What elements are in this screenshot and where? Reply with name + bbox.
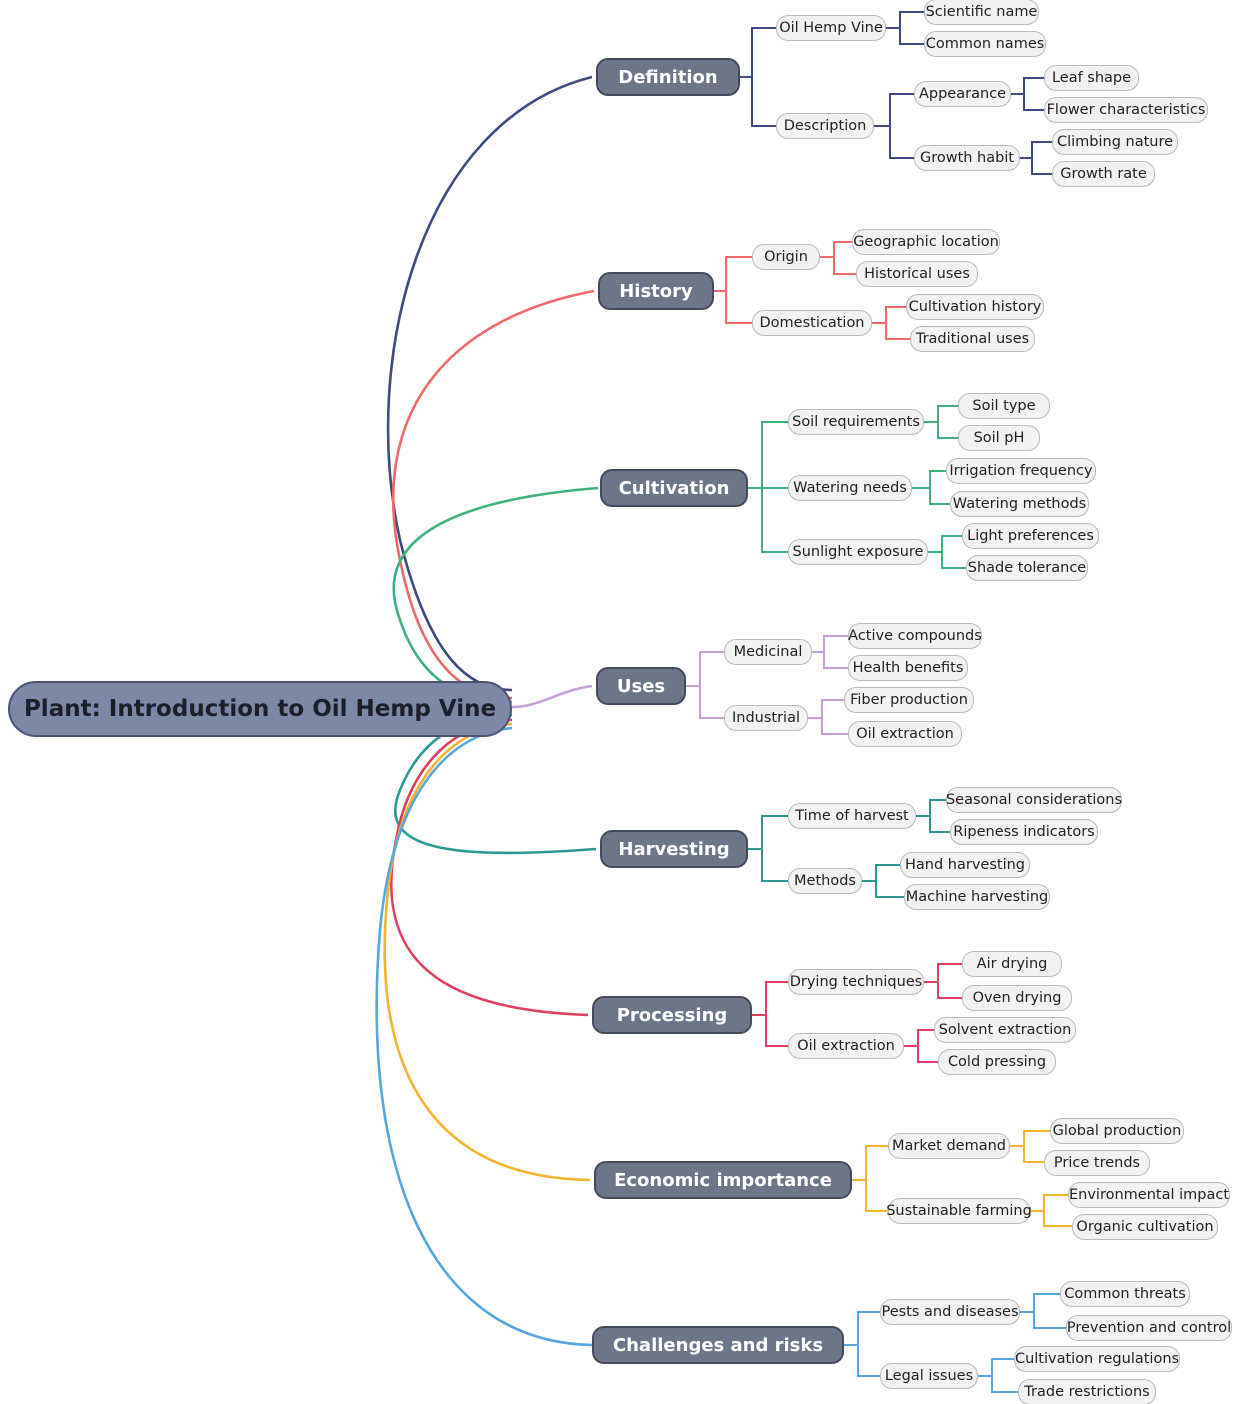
leaf-node-flower-characteristics[interactable]: Flower characteristics <box>1044 97 1208 123</box>
leaf-node-soil-ph[interactable]: Soil pH <box>958 425 1040 451</box>
leaf-node-environmental-impact[interactable]: Environmental impact <box>1068 1182 1230 1208</box>
sub-node-market-demand[interactable]: Market demand <box>888 1133 1010 1159</box>
branch-node-definition[interactable]: Definition <box>596 58 740 96</box>
sub-node-industrial[interactable]: Industrial <box>724 705 808 731</box>
leaf-node-cultivation-regulations[interactable]: Cultivation regulations <box>1014 1346 1180 1372</box>
leaf-node-irrigation-frequency[interactable]: Irrigation frequency <box>946 458 1096 484</box>
sub-node-watering-needs[interactable]: Watering needs <box>788 475 912 501</box>
leaf-node-active-compounds[interactable]: Active compounds <box>848 623 982 649</box>
leaf-node-organic-cultivation[interactable]: Organic cultivation <box>1072 1214 1218 1240</box>
leaf-node-climbing-nature[interactable]: Climbing nature <box>1052 129 1178 155</box>
sub-node-legal-issues[interactable]: Legal issues <box>880 1363 978 1389</box>
branch-node-uses[interactable]: Uses <box>596 667 686 705</box>
leaf-node-prevention-and-control[interactable]: Prevention and control <box>1066 1315 1232 1341</box>
branch-node-harvesting[interactable]: Harvesting <box>600 830 748 868</box>
sub-node-methods[interactable]: Methods <box>788 868 862 894</box>
branch-node-challenges-and-risks[interactable]: Challenges and risks <box>592 1326 844 1364</box>
leaf-node-hand-harvesting[interactable]: Hand harvesting <box>900 852 1030 878</box>
sub-node-drying-techniques[interactable]: Drying techniques <box>788 969 924 995</box>
leaf-node-historical-uses[interactable]: Historical uses <box>856 261 978 287</box>
leaf-node-air-drying[interactable]: Air drying <box>962 951 1062 977</box>
sub-node-origin[interactable]: Origin <box>752 244 820 270</box>
leaf-node-cold-pressing[interactable]: Cold pressing <box>938 1049 1056 1075</box>
leaf-node-leaf-shape[interactable]: Leaf shape <box>1044 65 1139 91</box>
sub-node-growth-habit[interactable]: Growth habit <box>914 145 1020 171</box>
leaf-node-price-trends[interactable]: Price trends <box>1044 1150 1150 1176</box>
leaf-node-common-names[interactable]: Common names <box>924 31 1046 57</box>
branch-node-processing[interactable]: Processing <box>592 996 752 1034</box>
sub-node-time-of-harvest[interactable]: Time of harvest <box>788 803 916 829</box>
sub-node-soil-requirements[interactable]: Soil requirements <box>788 409 924 435</box>
root-node[interactable]: Plant: Introduction to Oil Hemp Vine <box>8 681 512 737</box>
leaf-node-growth-rate[interactable]: Growth rate <box>1052 161 1155 187</box>
leaf-node-light-preferences[interactable]: Light preferences <box>962 523 1099 549</box>
sub-node-pests-and-diseases[interactable]: Pests and diseases <box>880 1299 1020 1325</box>
branch-node-economic-importance[interactable]: Economic importance <box>594 1161 852 1199</box>
leaf-node-health-benefits[interactable]: Health benefits <box>848 655 968 681</box>
sub-node-description[interactable]: Description <box>776 113 874 139</box>
sub-node-sunlight-exposure[interactable]: Sunlight exposure <box>788 539 928 565</box>
leaf-node-common-threats[interactable]: Common threats <box>1060 1281 1190 1307</box>
branch-node-cultivation[interactable]: Cultivation <box>600 469 748 507</box>
leaf-node-fiber-production[interactable]: Fiber production <box>844 687 974 713</box>
leaf-node-seasonal-considerations[interactable]: Seasonal considerations <box>946 787 1122 813</box>
leaf-node-soil-type[interactable]: Soil type <box>958 393 1050 419</box>
leaf-node-solvent-extraction[interactable]: Solvent extraction <box>934 1017 1076 1043</box>
sub-node-appearance[interactable]: Appearance <box>914 81 1011 107</box>
leaf-node-scientific-name[interactable]: Scientific name <box>924 0 1039 25</box>
leaf-node-oven-drying[interactable]: Oven drying <box>962 985 1072 1011</box>
leaf-node-watering-methods[interactable]: Watering methods <box>950 491 1089 517</box>
leaf-node-oil-extraction[interactable]: Oil extraction <box>848 721 962 747</box>
sub-node-medicinal[interactable]: Medicinal <box>724 639 812 665</box>
sub-node-sustainable-farming[interactable]: Sustainable farming <box>888 1198 1030 1224</box>
sub-node-domestication[interactable]: Domestication <box>752 310 872 336</box>
sub-node-oil-hemp-vine[interactable]: Oil Hemp Vine <box>776 15 886 41</box>
leaf-node-traditional-uses[interactable]: Traditional uses <box>910 326 1035 352</box>
leaf-node-shade-tolerance[interactable]: Shade tolerance <box>966 555 1088 581</box>
leaf-node-global-production[interactable]: Global production <box>1050 1118 1184 1144</box>
leaf-node-cultivation-history[interactable]: Cultivation history <box>906 294 1044 320</box>
leaf-node-ripeness-indicators[interactable]: Ripeness indicators <box>950 819 1098 845</box>
leaf-node-trade-restrictions[interactable]: Trade restrictions <box>1018 1379 1156 1404</box>
leaf-node-machine-harvesting[interactable]: Machine harvesting <box>904 884 1050 910</box>
sub-node-oil-extraction[interactable]: Oil extraction <box>788 1033 904 1059</box>
branch-node-history[interactable]: History <box>598 272 714 310</box>
leaf-node-geographic-location[interactable]: Geographic location <box>852 229 1000 255</box>
